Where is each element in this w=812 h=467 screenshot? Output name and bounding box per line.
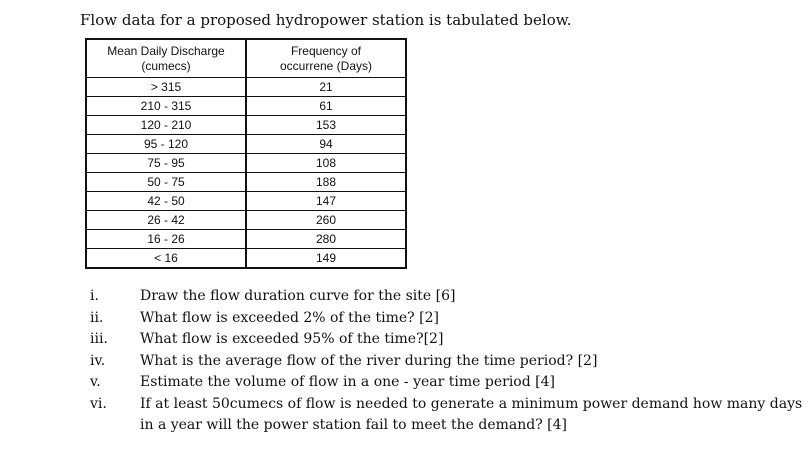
question-number: v. bbox=[90, 374, 101, 390]
question-number: i. bbox=[90, 288, 99, 304]
discharge-cell: 120 - 210 bbox=[86, 116, 246, 135]
frequency-cell: 61 bbox=[246, 97, 406, 116]
frequency-cell: 188 bbox=[246, 173, 406, 192]
flow-data-table bbox=[85, 38, 407, 269]
table-row bbox=[86, 211, 406, 230]
discharge-cell: < 16 bbox=[86, 249, 246, 269]
frequency-cell: 260 bbox=[246, 211, 406, 230]
intro-text: Flow data for a proposed hydropower station is tabulated below. bbox=[80, 11, 572, 29]
question-text: If at least 50cumecs of flow is needed to generate a minimum power demand how many days in a year will the power station fail to meet the demand? [4] bbox=[140, 395, 803, 433]
frequency-cell: 280 bbox=[246, 230, 406, 249]
question-text: What flow is exceeded 2% of the time? [2] bbox=[140, 309, 439, 326]
question-text: Estimate the volume of flow in a one - year time period [4] bbox=[140, 374, 555, 390]
header-frequency bbox=[246, 39, 406, 78]
question-item bbox=[90, 308, 805, 330]
discharge-cell: 50 - 75 bbox=[86, 173, 246, 192]
header-line: Frequency of bbox=[290, 43, 362, 58]
table-row bbox=[86, 97, 406, 116]
question-number: iv. bbox=[90, 352, 106, 369]
question-number: vi. bbox=[90, 395, 107, 412]
frequency-cell: 108 bbox=[246, 154, 406, 173]
table-header-row bbox=[86, 39, 406, 78]
question-item bbox=[90, 372, 805, 394]
question-list bbox=[90, 286, 805, 437]
table-row bbox=[86, 249, 406, 269]
question-item bbox=[90, 329, 805, 351]
discharge-cell: 210 - 315 bbox=[86, 97, 246, 116]
table-row bbox=[86, 230, 406, 249]
discharge-cell: 16 - 26 bbox=[86, 230, 246, 249]
frequency-cell: 153 bbox=[246, 116, 406, 135]
table-row bbox=[86, 192, 406, 211]
header-line: (cumecs) bbox=[141, 58, 191, 73]
table-row bbox=[86, 78, 406, 97]
frequency-cell: 94 bbox=[246, 135, 406, 154]
table-row bbox=[86, 116, 406, 135]
discharge-cell: 95 - 120 bbox=[86, 135, 246, 154]
header-line: Mean Daily Discharge bbox=[107, 43, 225, 58]
frequency-cell: 147 bbox=[246, 192, 406, 211]
header-line: occurrene (Days) bbox=[279, 58, 373, 73]
frequency-cell: 21 bbox=[246, 78, 406, 97]
frequency-cell: 149 bbox=[246, 249, 406, 269]
question-text: What flow is exceeded 95% of the time?[2] bbox=[140, 331, 444, 347]
header-mean-daily-discharge bbox=[86, 39, 246, 78]
table-row bbox=[86, 173, 406, 192]
table-row bbox=[86, 135, 406, 154]
discharge-cell: > 315 bbox=[86, 78, 246, 97]
question-text: Draw the flow duration curve for the site [6] bbox=[140, 288, 456, 304]
question-item bbox=[90, 394, 805, 437]
discharge-cell: 75 - 95 bbox=[86, 154, 246, 173]
table-row bbox=[86, 154, 406, 173]
discharge-cell: 26 - 42 bbox=[86, 211, 246, 230]
question-text: What is the average flow of the river during the time period? [2] bbox=[140, 352, 598, 369]
question-item bbox=[90, 351, 805, 373]
question-item bbox=[90, 286, 805, 308]
question-number: ii. bbox=[90, 309, 104, 326]
discharge-cell: 42 - 50 bbox=[86, 192, 246, 211]
question-number: iii. bbox=[90, 331, 108, 347]
